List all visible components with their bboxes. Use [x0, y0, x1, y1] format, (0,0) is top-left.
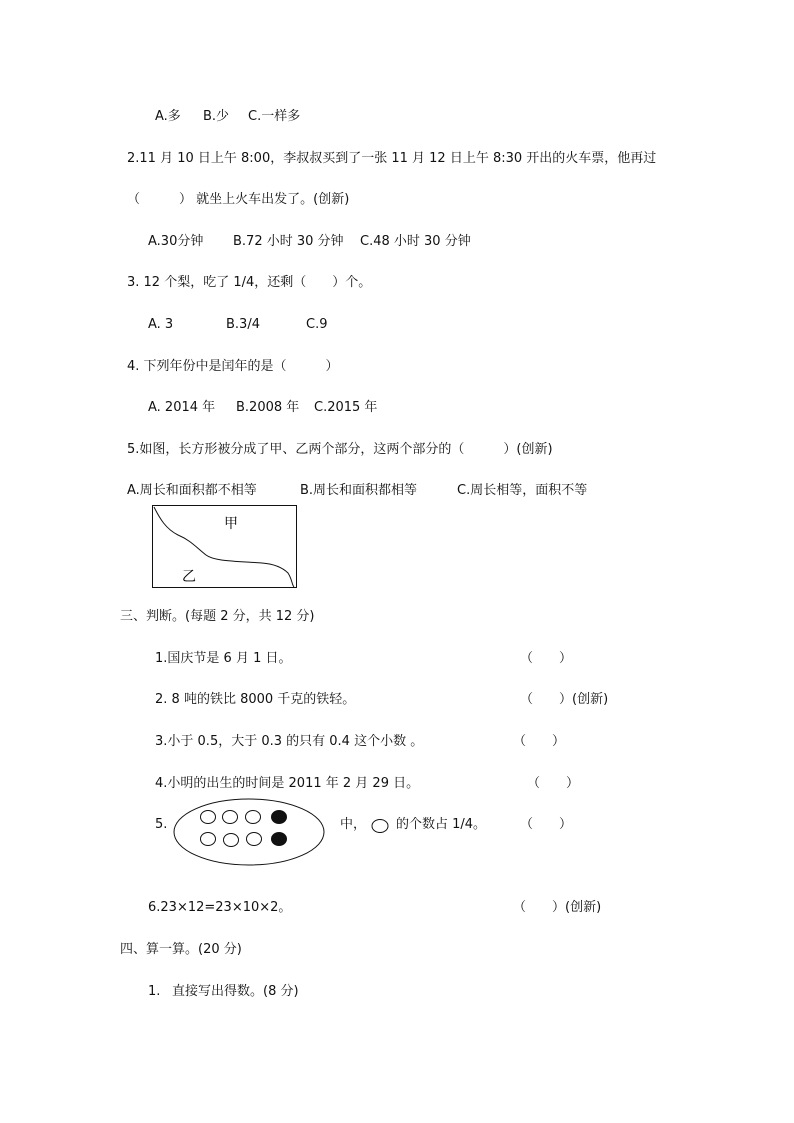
filled-circle [272, 833, 287, 846]
section4-sub1-number: 1. [148, 984, 161, 999]
q2-option-a: A.30分钟 [148, 234, 204, 249]
judge-item-5-tail: 的个数占 1/4。 [396, 817, 487, 832]
q5-option-a: A.周长和面积都不相等 [127, 483, 257, 498]
judge-item-2: 2. 8 吨的铁比 8000 千克的铁轻。 [155, 692, 356, 707]
judge-item-4: 4.小明的出生的时间是 2011 年 2 月 29 日。 [155, 776, 420, 791]
judge-bracket-3: （ ） [513, 734, 566, 749]
section4-sub1-text: 直接写出得数。(8 分) [172, 984, 299, 999]
q3-option-b: B.3/4 [226, 317, 260, 332]
judge-bracket-6: （ ）(创新) [513, 900, 602, 915]
region-label-jia: 甲 [224, 516, 238, 532]
q5-option-b: B.周长和面积都相等 [300, 483, 418, 498]
empty-circle [247, 833, 262, 846]
rectangle-figure [152, 505, 298, 589]
ellipse-outline [174, 799, 324, 865]
judge-item-5-number: 5. [155, 817, 168, 832]
judge-item-5-mid: 中， [340, 817, 367, 832]
empty-circle [201, 811, 216, 824]
judge-item-6: 6.23×12=23×10×2。 [148, 900, 292, 915]
judge-bracket-2: （ ）(创新) [520, 692, 609, 707]
q3-option-a: A. 3 [148, 317, 174, 332]
q5-option-c: C.周长相等，面积不等 [457, 483, 588, 498]
q3-option-c: C.9 [306, 317, 328, 332]
circles-row-top [201, 811, 287, 824]
q2-option-b: B.72 小时 30 分钟 [233, 234, 344, 249]
q4-option-b: B.2008 年 [236, 400, 300, 415]
q1-option-b: B.少 [203, 109, 230, 124]
judge-bracket-5: （ ） [520, 817, 573, 832]
q1-option-a: A.多 [155, 109, 181, 124]
empty-circle [246, 811, 261, 824]
section4-heading: 四、算一算。(20 分) [120, 942, 242, 957]
circles-row-bottom [201, 833, 287, 847]
judge-item-3: 3.小于 0.5，大于 0.3 的只有 0.4 这个小数 。 [155, 734, 424, 749]
empty-circle [224, 834, 239, 847]
empty-circle [223, 811, 238, 824]
q2-option-c: C.48 小时 30 分钟 [360, 234, 471, 249]
q2-text-line2: （ ） 就坐上火车出发了。(创新) [127, 192, 350, 207]
q2-text-line1: 2.11 月 10 日上午 8:00，李叔叔买到了一张 11 月 12 日上午 8:30 开出的火车票，他再过 [127, 151, 657, 166]
small-empty-circle-icon [370, 818, 390, 834]
judge-item-1: 1.国庆节是 6 月 1 日。 [155, 651, 292, 666]
empty-circle [201, 833, 216, 846]
q1-option-c: C.一样多 [248, 109, 301, 124]
q4-option-a: A. 2014 年 [148, 400, 216, 415]
region-label-yi: 乙 [182, 569, 196, 585]
q4-text: 4. 下列年份中是闰年的是（ ） [127, 359, 339, 374]
circles-ellipse-figure [173, 798, 325, 866]
judge-bracket-1: （ ） [520, 651, 573, 666]
section3-heading: 三、判断。(每题 2 分，共 12 分) [120, 609, 315, 624]
filled-circle [272, 811, 287, 824]
judge-bracket-4: （ ） [527, 776, 580, 791]
q4-option-c: C.2015 年 [314, 400, 378, 415]
q5-text: 5.如图，长方形被分成了甲、乙两个部分，这两个部分的（ ）(创新) [127, 442, 553, 457]
q3-text: 3. 12 个梨，吃了 1/4，还剩（ ）个。 [127, 275, 372, 290]
